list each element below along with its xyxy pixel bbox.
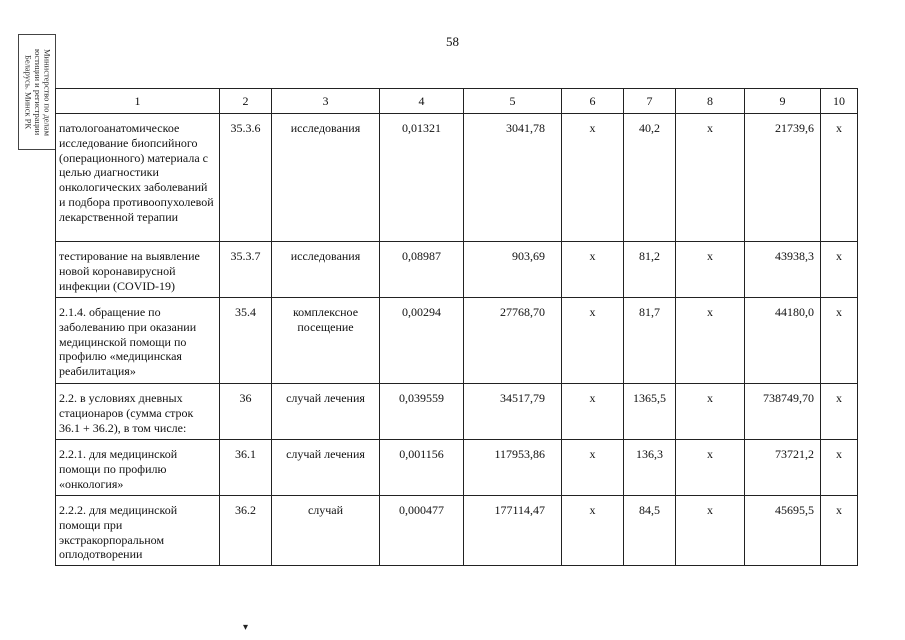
row-col6: х <box>562 114 624 242</box>
row-code: 36.2 <box>220 496 272 566</box>
row-col9: 21739,6 <box>745 114 821 242</box>
table-row <box>56 384 858 440</box>
column-header: 4 <box>380 89 464 114</box>
column-header: 2 <box>220 89 272 114</box>
row-name: 2.2.1. для медицинской помощи по профилю «онкология» <box>56 440 220 496</box>
table-row <box>56 298 858 384</box>
row-name: 2.2.2. для медицинской помощи при экстракорпоральном оплодотворении <box>56 496 220 566</box>
row-unit: случай лечения <box>272 440 380 496</box>
row-col8: х <box>676 496 745 566</box>
row-code: 36 <box>220 384 272 440</box>
row-col10: х <box>821 298 858 384</box>
row-name: тестирование на выявление новой коронавирусной инфекции (COVID-19) <box>56 242 220 298</box>
row-norm: 0,000477 <box>380 496 464 566</box>
table-row <box>56 114 858 242</box>
row-code: 36.1 <box>220 440 272 496</box>
row-col10: х <box>821 114 858 242</box>
page-number: 58 <box>446 34 459 49</box>
row-col7: 84,5 <box>624 496 676 566</box>
column-header: 7 <box>624 89 676 114</box>
row-norm: 0,01321 <box>380 114 464 242</box>
table-row <box>56 242 858 298</box>
row-cost: 34517,79 <box>464 384 562 440</box>
row-code: 35.3.6 <box>220 114 272 242</box>
row-col9: 44180,0 <box>745 298 821 384</box>
column-header: 6 <box>562 89 624 114</box>
table-row <box>56 496 858 566</box>
column-header: 1 <box>56 89 220 114</box>
row-norm: 0,001156 <box>380 440 464 496</box>
row-col6: х <box>562 242 624 298</box>
row-name: 2.2. в условиях дневных стационаров (сумма строк 36.1 + 36.2), в том числе: <box>56 384 220 440</box>
row-col8: х <box>676 384 745 440</box>
row-col6: х <box>562 440 624 496</box>
row-col10: х <box>821 440 858 496</box>
row-code: 35.4 <box>220 298 272 384</box>
column-header: 10 <box>821 89 858 114</box>
stamp-text: Министерство по делам юстиции и регистрации Беларусь. Минск РК <box>23 48 53 136</box>
footer-mark: ▾ <box>243 622 249 633</box>
row-col8: х <box>676 440 745 496</box>
row-col7: 81,7 <box>624 298 676 384</box>
row-name: патологоанатомическое исследование биопсийного (операционного) материала с целью диагностики онкологических заболеваний и подбора противоопухолевой лекарственной терапии <box>56 114 220 242</box>
row-unit: комплексное посещение <box>272 298 380 384</box>
row-col7: 81,2 <box>624 242 676 298</box>
row-col8: х <box>676 242 745 298</box>
row-col10: х <box>821 384 858 440</box>
row-col10: х <box>821 496 858 566</box>
row-col8: х <box>676 114 745 242</box>
row-unit: случай <box>272 496 380 566</box>
row-col7: 1365,5 <box>624 384 676 440</box>
column-header: 9 <box>745 89 821 114</box>
row-cost: 117953,86 <box>464 440 562 496</box>
row-col10: х <box>821 242 858 298</box>
row-code: 35.3.7 <box>220 242 272 298</box>
row-col8: х <box>676 298 745 384</box>
column-header: 3 <box>272 89 380 114</box>
row-cost: 27768,70 <box>464 298 562 384</box>
row-col9: 43938,3 <box>745 242 821 298</box>
row-col7: 40,2 <box>624 114 676 242</box>
row-col9: 738749,70 <box>745 384 821 440</box>
row-norm: 0,00294 <box>380 298 464 384</box>
row-norm: 0,08987 <box>380 242 464 298</box>
column-header: 8 <box>676 89 745 114</box>
row-norm: 0,039559 <box>380 384 464 440</box>
column-header: 5 <box>464 89 562 114</box>
row-name: 2.1.4. обращение по заболеванию при оказании медицинской помощи по профилю «медицинская реабилитация» <box>56 298 220 384</box>
row-col6: х <box>562 298 624 384</box>
row-unit: исследования <box>272 114 380 242</box>
row-cost: 177114,47 <box>464 496 562 566</box>
table-row <box>56 440 858 496</box>
row-col9: 73721,2 <box>745 440 821 496</box>
row-unit: случай лечения <box>272 384 380 440</box>
row-col9: 45695,5 <box>745 496 821 566</box>
header-row <box>56 89 858 114</box>
row-cost: 3041,78 <box>464 114 562 242</box>
row-col6: х <box>562 384 624 440</box>
row-col6: х <box>562 496 624 566</box>
registration-stamp <box>18 34 56 150</box>
row-col7: 136,3 <box>624 440 676 496</box>
row-unit: исследования <box>272 242 380 298</box>
row-cost: 903,69 <box>464 242 562 298</box>
data-table <box>55 88 858 566</box>
